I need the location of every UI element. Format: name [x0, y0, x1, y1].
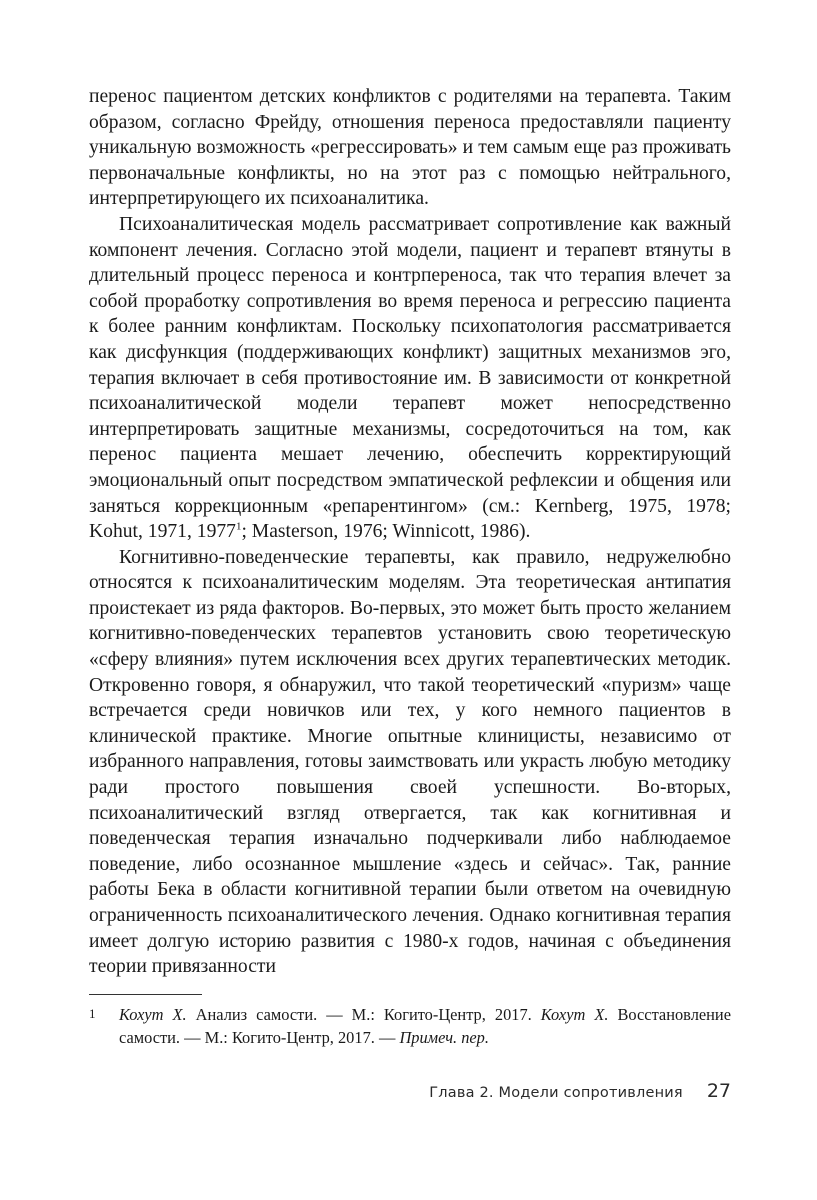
paragraph-2-text: Психоаналитическая модель рассматривает сопротивление как важный компонент лечения. Согласно этой модели, пациент и терапевт втянуты в длительный процесс переноса и контрпереноса, так что терапия влечет за собой проработку сопротивления во время переноса и регрессию пациента к более ранним конфликтам. Поскольку психопатология рассматривается как дисфункция (поддерживающих конфликт) защитных механизмов эго, терапия включает в себя противостояние им. В зависимости от конкретной психоаналитической модели терапевт может непосредственно интерпретировать защитные механизмы, сосредоточиться на том, как перенос пациента мешает лечению, обеспечить корректирующий эмоциональный опыт посредством эмпатической рефлексии и общения или заняться коррекционным «репарентингом» (см.: Kernberg, 1975, 1978; Kohut, 1971, 1977	[89, 213, 731, 543]
running-footer	[89, 1080, 731, 1102]
footnote-number: 1	[89, 1006, 96, 1021]
chapter-title: Глава 2. Модели сопротивления	[429, 1085, 683, 1101]
footnote-text-2: Восстановление самости. — М.: Когито-Центр, 2017. —	[119, 1005, 731, 1047]
footnote-author-1: Кохут Х.	[119, 1005, 187, 1024]
footnote-text-1: Анализ самости. — М.: Когито-Центр, 2017.	[186, 1005, 541, 1024]
footnote-reference: 1	[235, 520, 242, 533]
footnote-author-2: Кохут Х.	[540, 1005, 609, 1024]
paragraph-1: перенос пациентом детских конфликтов с родителями на терапевта. Таким образом, согласно Фрейду, отношения переноса предоставляли пациенту уникальную возможность «регрессировать» и тем самым еще раз проживать первоначальные конфликты, но на этот раз с помощью нейтрального, интерпретирующего их психоаналитика.	[89, 86, 731, 210]
paragraph-2	[89, 212, 731, 545]
paragraph-2-tail: ; Masterson, 1976; Winnicott, 1986).	[241, 521, 531, 543]
page-number: 27	[706, 1080, 731, 1102]
footnote-divider	[89, 994, 202, 995]
paragraph-3: Когнитивно-поведенческие терапевты, как правило, недружелюбно относятся к психоаналитическим моделям. Эта теоретическая антипатия проистекает из ряда факторов. Во-первых, это может быть просто желанием когнитивно-поведенческих терапевтов установить свою теоретическую «сферу влияния» путем исключения всех других терапевтических методик. Откровенно говоря, я обнаружил, что такой теоретический «пуризм» чаще встречается среди новичков или тех, у кого немного пациентов в клинической практике. Многие опытные клиницисты, независимо от избранного направления, готовы заимствовать или украсть любую методику ради простого повышения своей успешности. Во-вторых, психоаналитический взгляд отвергается, так как когнитивная и поведенческая терапия изначально подчеркивали либо наблюдаемое поведение, либо осознанное мышление «здесь и сейчас». Так, ранние работы Бека в области когнитивной терапии были ответом на очевидную ограниченность психоаналитического лечения. Однако когнитивная терапия имеет долгую историю развития с 1980-х годов, начиная с объединения теории привязанности	[89, 546, 731, 978]
translator-note: Примеч. пер.	[399, 1028, 489, 1047]
body-text	[89, 84, 731, 980]
footnote	[89, 1002, 731, 1049]
